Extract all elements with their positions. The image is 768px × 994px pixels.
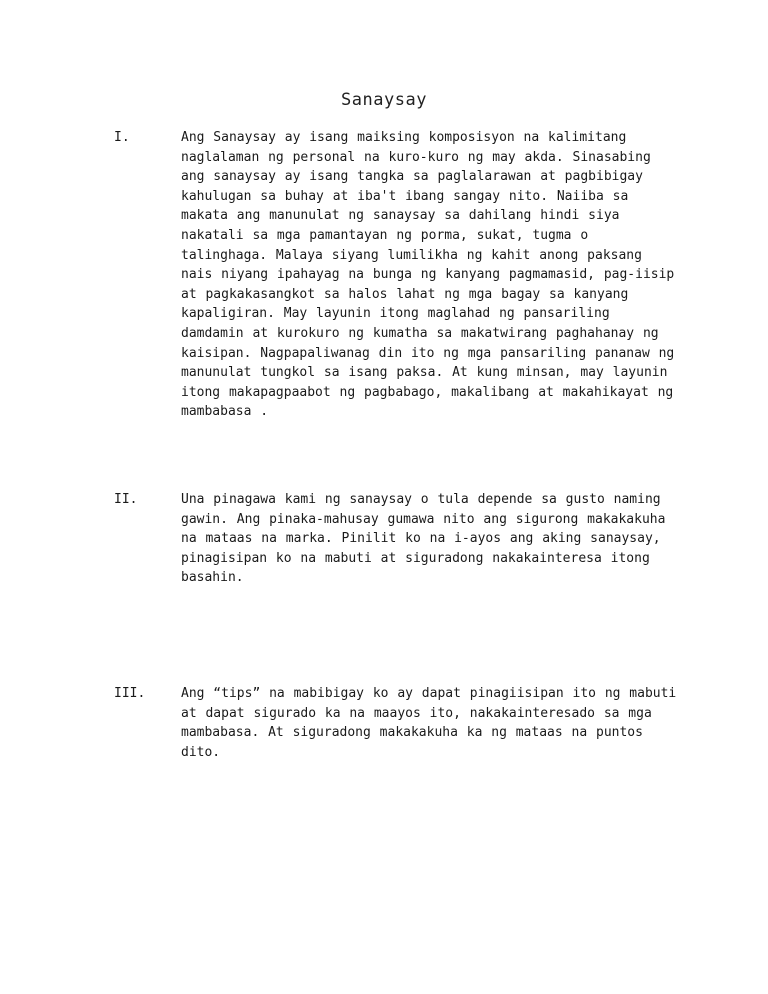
section-paragraph: Ang Sanaysay ay isang maiksing komposisyon na kalimitang naglalaman ng personal na kuro-kuro ng may akda. Sinasabing ang sanaysay ay isang tangka sa paglalarawan at pagbibigay kahulugan sa buhay at iba't ibang sangay nito. Naiiba sa makata ang manunulat ng sanaysay sa dahilang hindi siya nakatali sa mga pamantayan ng porma, sukat, tugma o talinghaga. Malaya siyang lumilikha ng kahit anong paksang nais niyang ipahayag na bunga ng kanyang pagmamasid, pag-iisip at pagkakasangkot sa halos lahat ng mga bagay sa kanyang kapaligiran. May layunin itong maglahad ng pansariling damdamin at kurokuro ng kumatha sa makatwirang paghahanay ng kaisipan. Nagpapaliwanag din ito ng mga pansariling pananaw ng manunulat tungkol sa isang paksa. At kung minsan, may layunin itong makapagpaabot ng pagbabago, makalibang at makahikayat ng mambabasa . — [181, 130, 675, 420]
section-numeral: I. — [114, 130, 130, 145]
section-paragraph: Una pinagawa kami ng sanaysay o tula depende sa gusto naming gawin. Ang pinaka-mahusay gumawa nito ang sigurong makakakuha na mataas na marka. Pinilit ko na i-ayos ang aking sanaysay, pinagisipan ko na mabuti at siguradong nakakainteresa itong basahin. — [181, 492, 666, 586]
document-title: Sanaysay — [341, 90, 427, 110]
section-numeral: II. — [114, 492, 138, 507]
section-paragraph: Ang “tips” na mabibigay ko ay dapat pinagiisipan ito ng mabuti at dapat sigurado ka na maayos ito, nakakainteresado sa mga mambabasa. At siguradong makakakuha ka ng mataas na puntos dito. — [181, 686, 677, 760]
section-numeral: III. — [114, 686, 146, 701]
